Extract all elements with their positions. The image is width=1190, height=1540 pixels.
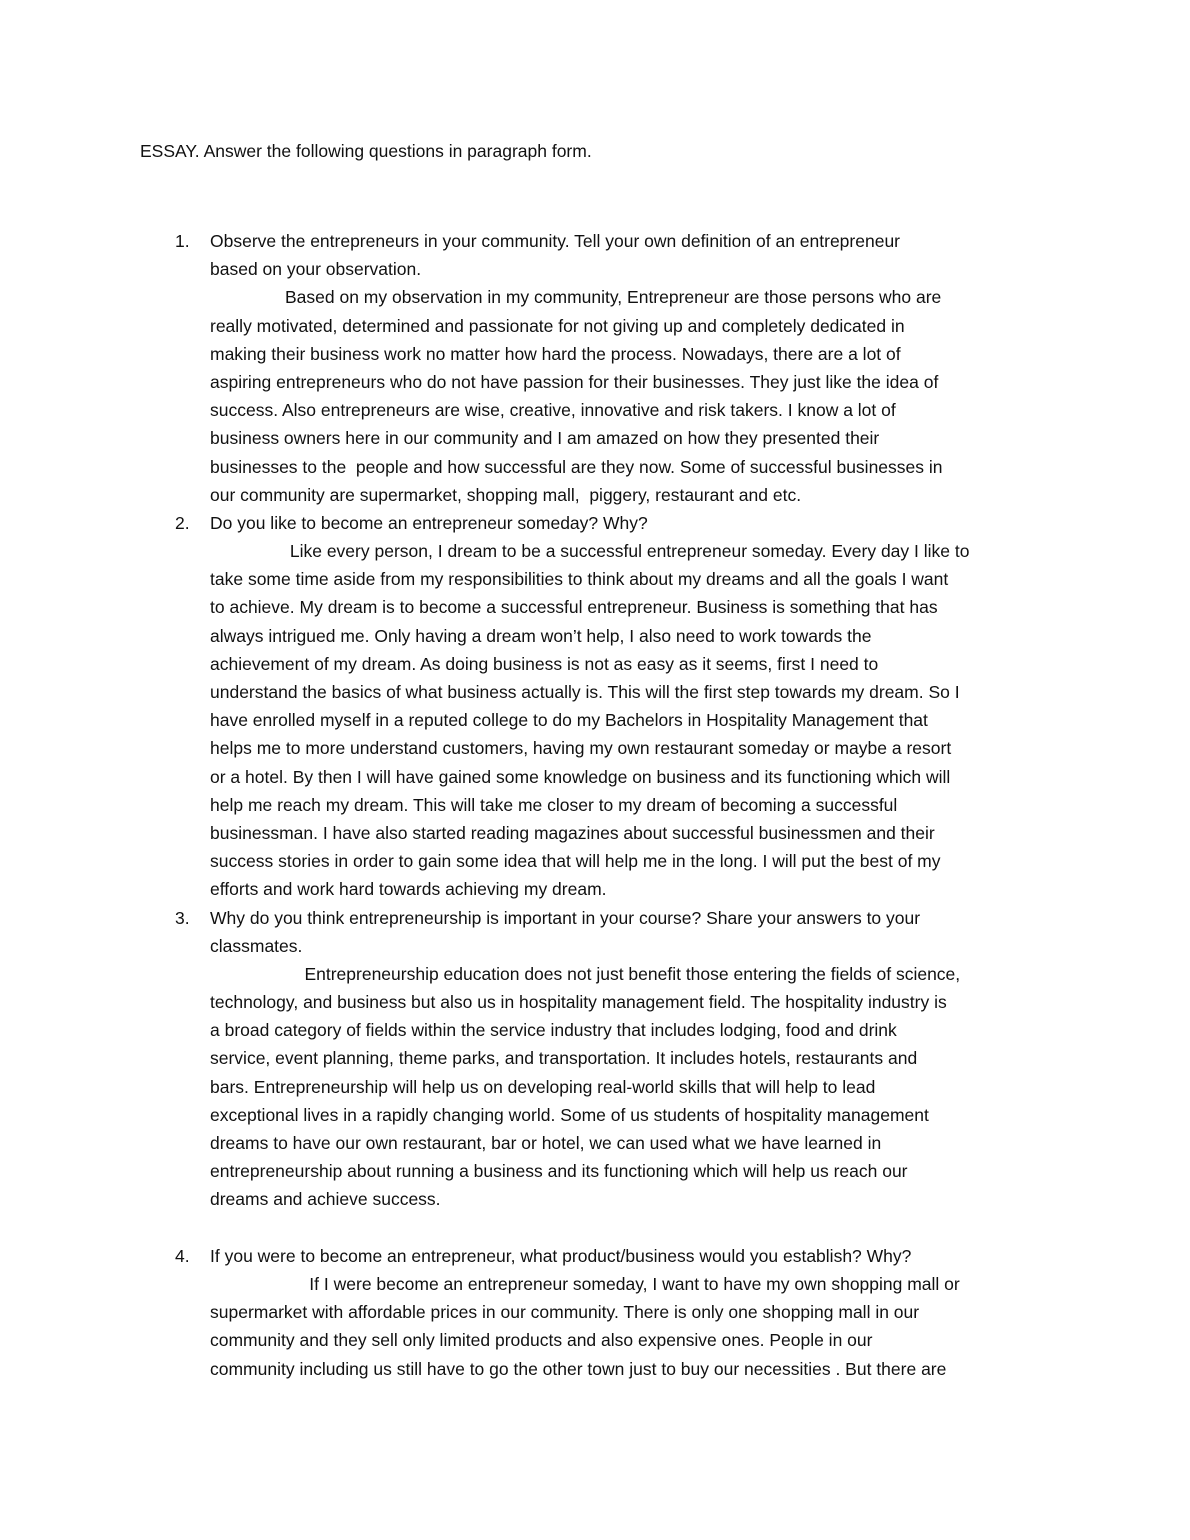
answer-text-line: community including us still have to go the other town just to buy our necessities . But there are xyxy=(210,1358,947,1379)
question-text-line: Do you like to become an entrepreneur someday? Why? xyxy=(210,512,648,533)
answer-text-line: businesses to the people and how successful are they now. Some of successful businesses in xyxy=(210,456,943,477)
answer-text-line: dreams to have our own restaurant, bar or hotel, we can used what we have learned in xyxy=(210,1133,882,1153)
question-number: 3. xyxy=(175,907,190,928)
answer-text-line: really motivated, determined and passionate for not giving up and completely dedicated in xyxy=(210,315,905,336)
answer-text-line: aspiring entrepreneurs who do not have passion for their businesses. They just like the idea of xyxy=(210,371,939,392)
answer-text-line: have enrolled myself in a reputed college to do my Bachelors in Hospitality Management that xyxy=(210,710,928,731)
answer-text-line: making their business work no matter how hard the process. Nowadays, there are a lot of xyxy=(210,343,901,364)
question-item xyxy=(0,509,1190,904)
answer-text-line: community and they sell only limited products and also expensive ones. People in our xyxy=(210,1330,873,1351)
answer-text-line: supermarket with affordable prices in our community. There is only one shopping mall in our xyxy=(210,1302,920,1323)
question-text-line: Observe the entrepreneurs in your community. Tell your own definition of an entrepreneur xyxy=(210,231,901,251)
answer-text-line: If I were become an entrepreneur someday, I want to have my own shopping mall or xyxy=(285,1273,960,1294)
question-text-line: Why do you think entrepreneurship is important in your course? Share your answers to your xyxy=(210,907,921,928)
answer-text-line: or a hotel. By then I will have gained some knowledge on business and its functioning which will xyxy=(210,766,951,787)
answer-text-line: helps me to more understand customers, having my own restaurant someday or maybe a resort xyxy=(210,738,952,759)
answer-text-line: our community are supermarket, shopping mall, piggery, restaurant and etc. xyxy=(210,484,802,505)
answer-text-line: bars. Entrepreneurship will help us on developing real-world skills that will help to lead xyxy=(210,1076,876,1097)
answer-text-line: business owners here in our community and I am amazed on how they presented their xyxy=(210,428,880,449)
answer-text-line: efforts and work hard towards achieving my dream. xyxy=(210,879,607,900)
answer-text-line: take some time aside from my responsibilities to think about my dreams and all the goals I want xyxy=(210,569,949,590)
essay-instructions: ESSAY. Answer the following questions in paragraph form. xyxy=(140,141,592,161)
question-list xyxy=(0,227,1190,1383)
question-text-line: classmates. xyxy=(210,935,303,956)
question-number: 1. xyxy=(175,231,190,251)
answer-text-line: Like every person, I dream to be a successful entrepreneur someday. Every day I like to xyxy=(285,541,970,562)
question-item xyxy=(0,227,1190,509)
answer-text-line: always intrigued me. Only having a dream won’t help, I also need to work towards the xyxy=(210,625,872,646)
question-text-line: based on your observation. xyxy=(210,259,422,280)
question-number: 2. xyxy=(175,512,190,533)
question-text-line: If you were to become an entrepreneur, what product/business would you establish? Why? xyxy=(210,1245,912,1266)
answer-text-line: entrepreneurship about running a business and its functioning which will help us reach our xyxy=(210,1161,908,1182)
answer-text-line: understand the basics of what business actually is. This will the first step towards my dream. So I xyxy=(210,682,960,702)
answer-text-line: exceptional lives in a rapidly changing world. Some of us students of hospitality management xyxy=(210,1104,929,1125)
answer-text-line: technology, and business but also us in hospitality management field. The hospitality industry is xyxy=(210,992,947,1013)
answer-text-line: a broad category of fields within the service industry that includes lodging, food and drink xyxy=(210,1020,897,1041)
answer-text-line: businessman. I have also started reading magazines about successful businessmen and their xyxy=(210,822,935,843)
answer-text-line: achievement of my dream. As doing business is not as easy as it seems, first I need to xyxy=(210,653,879,674)
question-item xyxy=(0,1242,1190,1383)
answer-text-line: to achieve. My dream is to become a successful entrepreneur. Business is something that has xyxy=(210,597,938,618)
answer-text-line: success. Also entrepreneurs are wise, creative, innovative and risk takers. I know a lot of xyxy=(210,400,896,421)
question-number: 4. xyxy=(175,1245,190,1266)
answer-text-line: success stories in order to gain some idea that will help me in the long. I will put the best of my xyxy=(210,851,941,872)
answer-text-line: Entrepreneurship education does not just benefit those entering the fields of science, xyxy=(285,963,961,984)
answer-text-line: dreams and achieve success. xyxy=(210,1189,441,1210)
question-item xyxy=(0,904,1190,1214)
answer-text-line: Based on my observation in my community, Entrepreneur are those persons who are xyxy=(285,287,942,308)
answer-text-line: help me reach my dream. This will take me closer to my dream of becoming a successful xyxy=(210,794,898,815)
answer-text-line: service, event planning, theme parks, and transportation. It includes hotels, restaurants and xyxy=(210,1048,918,1069)
